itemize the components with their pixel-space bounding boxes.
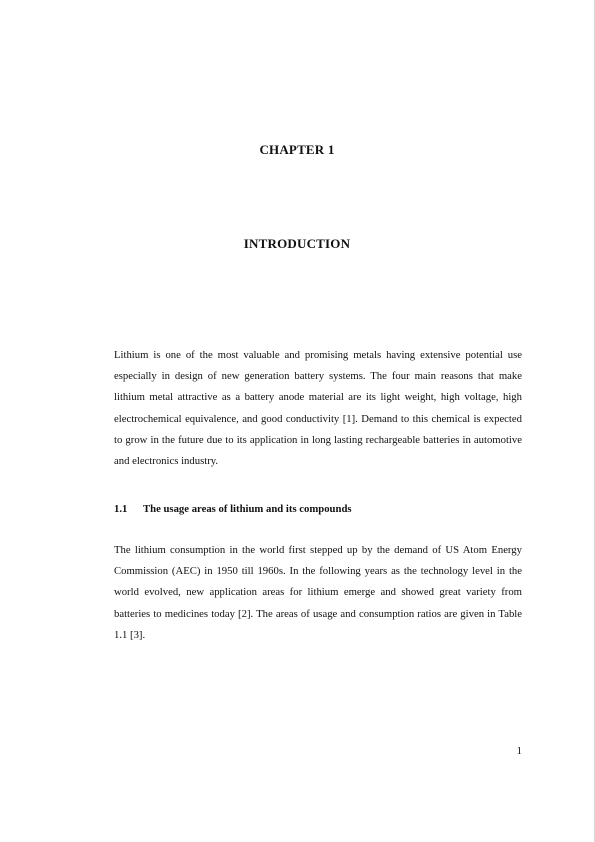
section-number: 1.1 [114,503,128,515]
chapter-title: INTRODUCTION [243,236,351,251]
section-title: The usage areas of lithium and its compounds [143,503,352,515]
chapter-label: CHAPTER 1 [259,142,335,157]
page-number: 1 [516,745,522,757]
intro-paragraph: Lithium is one of the most valuable and promising metals having extensive potential use especially in design of new generation battery systems. The four main reasons that make lithium metal attractive as a battery anode material are its light weight, high voltage, high electrochemical equivalence, and good conductivity [1]. Demand to this chemical is expected to grow in the future due to its application in long lasting rechargeable batteries in automotive and electronics industry. [114,349,522,468]
section-paragraph: The lithium consumption in the world first stepped up by the demand of US Atom Energy Commission (AEC) in 1950 till 1960s. In the following years as the technology level in the world evolved, new application areas for lithium emerge and showed great variety from batteries to medicines today [2]. The areas of usage and consumption ratios are given in Table 1.1 [3]. [114,544,522,641]
section-heading [114,503,352,515]
